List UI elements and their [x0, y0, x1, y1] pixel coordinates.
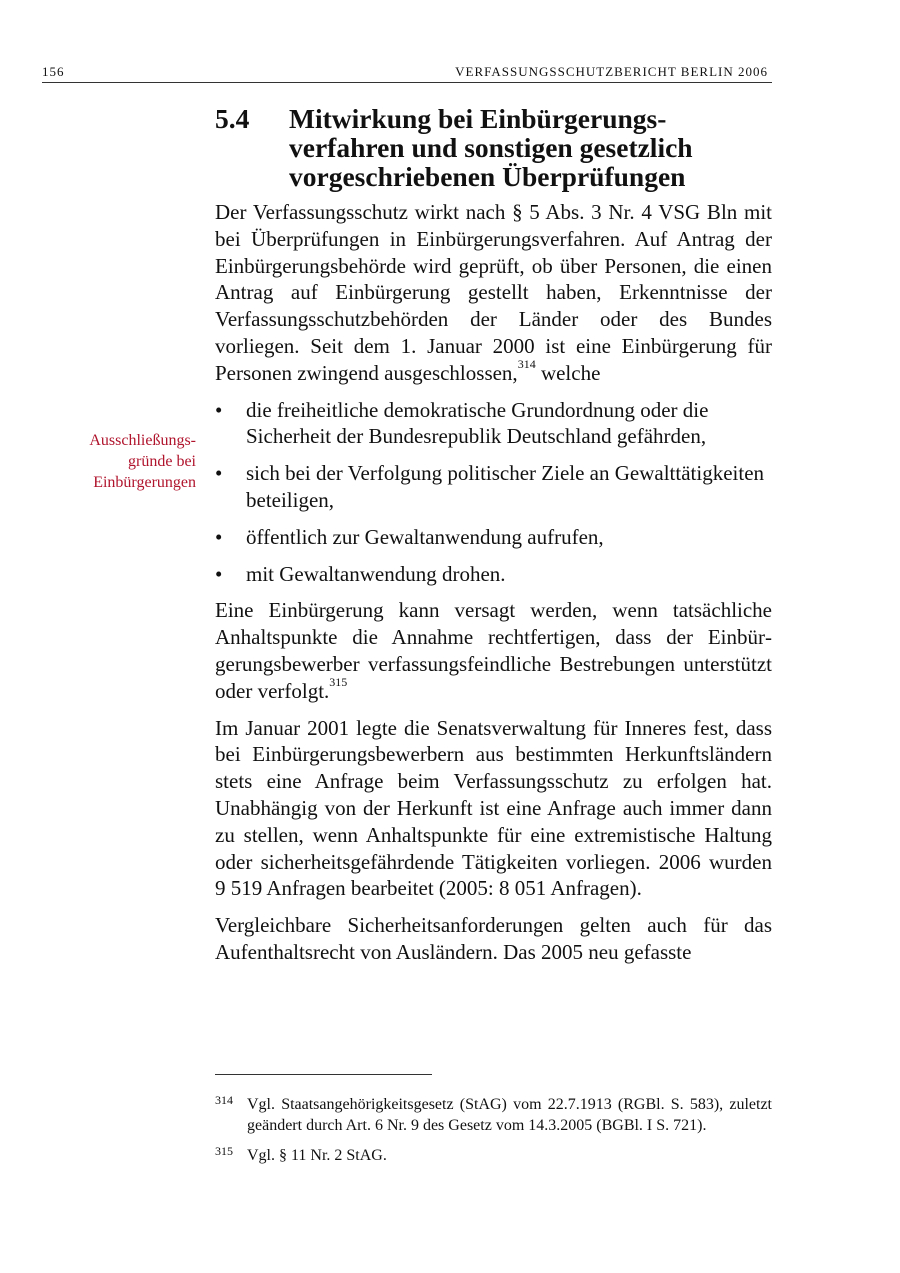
- footnote-ref-314[interactable]: 314: [517, 356, 536, 371]
- list-item-text: mit Gewaltanwendung drohen.: [246, 561, 506, 586]
- list-item: [215, 524, 772, 551]
- footnote-number: 315: [215, 1144, 233, 1158]
- footnote-divider: [215, 1074, 432, 1075]
- footnote-315: [215, 1145, 772, 1166]
- page-number: 156: [42, 64, 65, 79]
- main-content: [215, 104, 772, 976]
- paragraph-inquiries: Im Januar 2001 legte die Senatsverwaltung für Inneres fest, dass bei Einbürgerungsbewerbern aus bestimmten Herkunftsländern stets eine Anfrage beim Verfassungsschutz zu erfolgen hat. Unabhängig von der Herkunft ist eine Anfrage auch immer dann zu stellen, wenn Anhaltspunkte für eine extremistische Haltung oder sicherheitsgefährdende Tätigkeiten vorliegen. 2006 wurden 9 519 Anfragen bearbeitet (2005: 8 051 Anfragen).: [215, 715, 772, 901]
- list-item: [215, 561, 772, 588]
- list-item-text: öffentlich zur Gewaltanwendung aufrufen,: [246, 524, 604, 549]
- bullet-icon: •: [215, 397, 223, 422]
- section-title: Mitwirkung bei Einbürgerungs- verfahren und sonstigen gesetzlich vorgeschriebenen Überprüfungen: [289, 103, 693, 192]
- list-item: [215, 397, 772, 451]
- intro-text: Der Verfassungsschutz wirkt nach § 5 Abs. 3 Nr. 4 VSG Bln mit bei Überprüfungen in Einbürgerungsverfahren. Auf Antrag der Einbürgerungsbehörde wird geprüft, ob über Personen, die einen Antrag auf Einbürgerung gestellt haben, Erkenntnisse der Verfassungsschutzbehörden der Länder oder des Bundes vorliegen. Seit dem 1. Januar 2000 ist eine Einbürgerung für Personen zwingend ausgeschlossen,: [215, 200, 772, 385]
- bullet-icon: •: [215, 461, 223, 486]
- list-item: [215, 460, 772, 514]
- margin-note: [40, 430, 196, 493]
- paragraph-residence: Vergleichbare Sicherheitsanforderungen gelten auch für das Aufenthaltsrecht von Ausländern. Das 2005 neu gefasste: [215, 913, 772, 964]
- paragraph-denial: [215, 597, 772, 704]
- section-number: 5.4: [215, 103, 250, 134]
- footnote-314: [215, 1094, 772, 1136]
- exclusion-reasons-list: [215, 397, 772, 588]
- footnote-text: Vgl. Staatsangehörigkeitsgesetz (StAG) vom 22.7.1913 (RGBl. S. 583), zuletzt geändert durch Art. 6 Nr. 9 des Gesetz vom 14.3.2005 (BGBl. I S. 721).: [247, 1096, 772, 1134]
- intro-tail: welche: [540, 360, 601, 385]
- footnote-number: 314: [215, 1093, 233, 1107]
- margin-note-line: Ausschließungs-: [89, 432, 196, 449]
- intro-paragraph: [215, 199, 772, 387]
- list-item-text: sich bei der Verfolgung politischer Ziele an Gewalttätigkeiten beteiligen,: [246, 461, 765, 512]
- running-title: VERFASSUNGSSCHUTZBERICHT BERLIN 2006: [455, 64, 768, 79]
- page-header: [42, 64, 772, 83]
- section-heading: [215, 104, 772, 191]
- margin-note-line: gründe bei: [128, 453, 196, 470]
- bullet-icon: •: [215, 561, 223, 586]
- paragraph-denial-text: Eine Einbürgerung kann versagt werden, wenn tatsächliche Anhaltspunkte die Annahme rechtfertigen, dass der Einbürgerungsbewerber verfassungsfeindliche Bestrebungen unterstützt oder verfolgt.: [215, 598, 772, 703]
- margin-note-line: Einbürgerungen: [93, 474, 196, 491]
- footnotes: [215, 1094, 772, 1175]
- footnote-ref-315[interactable]: 315: [329, 674, 348, 689]
- list-item-text: die freiheitliche demokratische Grundordnung oder die Sicherheit der Bundesrepublik Deutschland gefährden,: [246, 397, 709, 449]
- bullet-icon: •: [215, 524, 223, 549]
- footnote-text: Vgl. § 11 Nr. 2 StAG.: [247, 1147, 387, 1164]
